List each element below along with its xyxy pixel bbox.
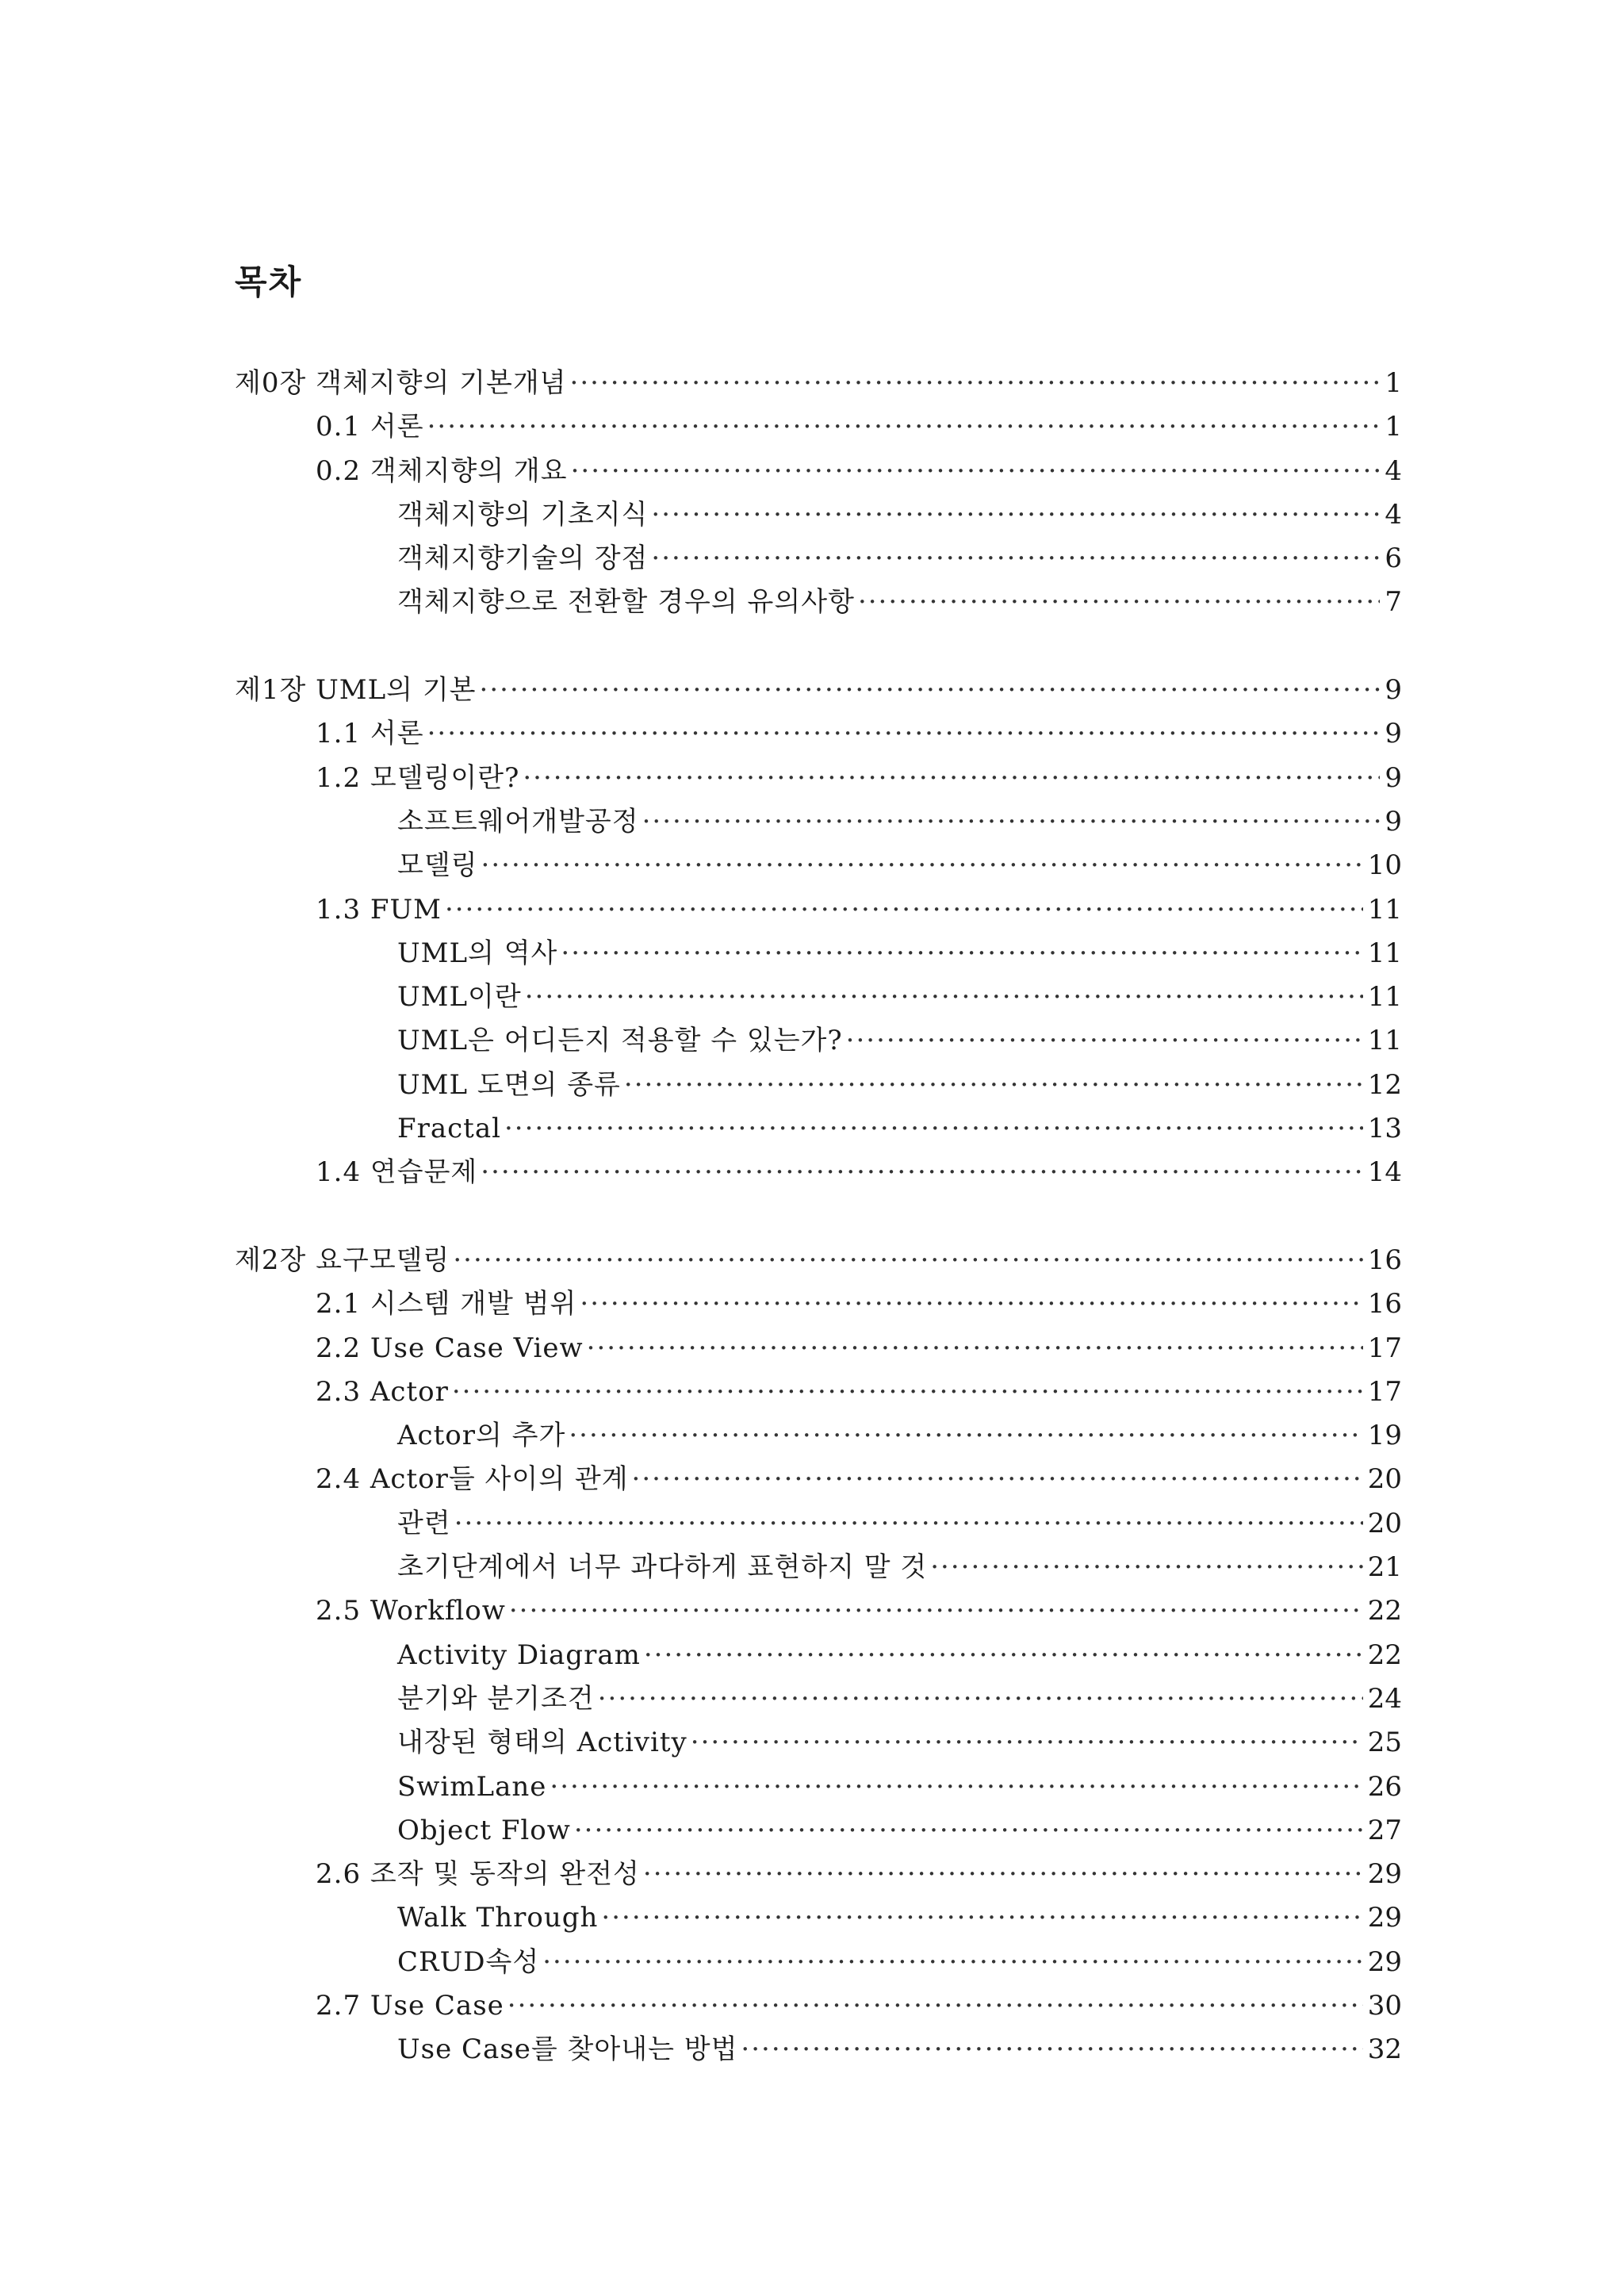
toc-entry-label: Use Case를 찾아내는 방법	[397, 2033, 738, 2066]
toc-entry-level-3[interactable]	[235, 1765, 1402, 1809]
table-of-contents	[235, 362, 1402, 2072]
toc-entry-level-2[interactable]	[235, 1589, 1402, 1633]
toc-entry-page-number: 24	[1367, 1682, 1402, 1715]
toc-entry-level-3[interactable]	[235, 581, 1402, 624]
toc-entry-label: 제2장 요구모델링	[235, 1244, 450, 1276]
toc-entry-level-2[interactable]	[235, 712, 1402, 756]
dot-leader	[624, 1064, 1363, 1107]
toc-entry-page-number: 32	[1367, 2033, 1402, 2066]
toc-entry-page-number: 22	[1367, 1639, 1402, 1671]
toc-entry-page-number: 17	[1367, 1375, 1402, 1408]
toc-entry-page-number: 6	[1385, 542, 1402, 575]
toc-entry-label: UML이란	[397, 981, 522, 1014]
toc-entry-label: 관련	[397, 1507, 451, 1539]
toc-entry-label: UML의 역사	[397, 937, 558, 969]
dot-leader	[480, 669, 1381, 712]
toc-entry-page-number: 11	[1367, 981, 1402, 1014]
toc-entry-level-3[interactable]	[235, 1064, 1402, 1107]
toc-entry-page-number: 1	[1385, 411, 1402, 443]
toc-entry-label: UML 도면의 종류	[397, 1068, 621, 1101]
dot-leader	[691, 1721, 1363, 1765]
toc-entry-page-number: 9	[1385, 674, 1402, 707]
dot-leader	[561, 932, 1362, 976]
toc-entry-label: 초기단계에서 너무 과다하게 표현하지 말 것	[397, 1551, 928, 1584]
toc-entry-level-1[interactable]	[235, 669, 1402, 712]
dot-leader	[651, 537, 1380, 581]
toc-entry-label: Actor의 추가	[397, 1420, 566, 1452]
toc-entry-label: 2.2 Use Case View	[316, 1332, 584, 1364]
toc-entry-level-3[interactable]	[235, 1634, 1402, 1677]
dot-leader	[587, 1327, 1363, 1370]
toc-entry-label: Fractal	[397, 1113, 501, 1145]
toc-entry-page-number: 11	[1367, 1025, 1402, 1057]
dot-leader	[574, 1809, 1363, 1853]
toc-entry-label: 2.3 Actor	[316, 1375, 449, 1408]
toc-entry-level-3[interactable]	[235, 800, 1402, 844]
toc-entry-page-number: 1	[1385, 367, 1402, 399]
toc-entry-page-number: 16	[1367, 1244, 1402, 1276]
dot-leader	[644, 1634, 1363, 1677]
toc-entry-page-number: 9	[1385, 761, 1402, 794]
toc-entry-level-2[interactable]	[235, 1984, 1402, 2028]
toc-entry-label: 1.2 모델링이란?	[316, 761, 520, 794]
toc-entry-label: Walk Through	[397, 1902, 599, 1934]
toc-entry-level-3[interactable]	[235, 1546, 1402, 1589]
toc-entry-level-3[interactable]	[235, 1941, 1402, 1984]
toc-entry-page-number: 4	[1385, 454, 1402, 487]
toc-entry-page-number: 16	[1367, 1288, 1402, 1320]
dot-leader	[453, 1239, 1362, 1282]
toc-entry-level-2[interactable]	[235, 450, 1402, 493]
dot-leader	[930, 1546, 1363, 1589]
toc-entry-page-number: 26	[1367, 1770, 1402, 1803]
dot-leader	[427, 405, 1381, 449]
toc-entry-page-number: 22	[1367, 1595, 1402, 1627]
toc-entry-level-1[interactable]	[235, 1239, 1402, 1282]
toc-entry-level-2[interactable]	[235, 757, 1402, 800]
toc-entry-level-2[interactable]	[235, 1853, 1402, 1896]
toc-entry-page-number: 21	[1367, 1551, 1402, 1584]
toc-entry-level-1[interactable]	[235, 362, 1402, 405]
toc-entry-page-number: 29	[1367, 1945, 1402, 1978]
toc-entry-label: 0.2 객체지향의 개요	[316, 454, 568, 487]
toc-entry-page-number: 17	[1367, 1332, 1402, 1364]
toc-entry-page-number: 9	[1385, 805, 1402, 838]
dot-leader	[601, 1896, 1362, 1940]
toc-entry-label: 객체지향으로 전환할 경우의 유의사항	[397, 586, 855, 619]
dot-leader	[580, 1282, 1362, 1326]
toc-entry-label: UML은 어디든지 적용할 수 있는가?	[397, 1025, 843, 1057]
toc-entry-page-number: 14	[1367, 1156, 1402, 1189]
toc-entry-page-number: 25	[1367, 1727, 1402, 1759]
toc-entry-label: 객체지향기술의 장점	[397, 542, 649, 575]
toc-entry-page-number: 27	[1367, 1814, 1402, 1846]
toc-entry-level-2[interactable]	[235, 1458, 1402, 1501]
dot-leader	[509, 1589, 1363, 1633]
toc-entry-page-number: 11	[1367, 937, 1402, 969]
toc-entry-level-3[interactable]	[235, 2028, 1402, 2072]
dot-leader	[569, 1414, 1362, 1458]
dot-leader	[445, 888, 1363, 932]
toc-entry-level-3[interactable]	[235, 1896, 1402, 1940]
toc-title: 목차	[235, 263, 303, 301]
toc-entry-label: 1.4 연습문제	[316, 1156, 478, 1189]
toc-entry-level-3[interactable]	[235, 493, 1402, 537]
toc-entry-level-3[interactable]	[235, 932, 1402, 976]
toc-entry-label: 2.7 Use Case	[316, 1989, 504, 2022]
dot-leader	[632, 1458, 1363, 1501]
toc-entry-level-3[interactable]	[235, 1502, 1402, 1546]
toc-entry-level-3[interactable]	[235, 844, 1402, 887]
toc-entry-label: 2.6 조작 및 동작의 완전성	[316, 1858, 640, 1891]
toc-entry-level-3[interactable]	[235, 1019, 1402, 1063]
toc-entry-level-3[interactable]	[235, 1721, 1402, 1765]
toc-entry-label: 제1장 UML의 기본	[235, 674, 477, 707]
dot-leader	[481, 1151, 1362, 1194]
dot-leader	[481, 844, 1363, 887]
toc-entry-label: 1.1 서론	[316, 718, 424, 750]
dot-leader	[454, 1502, 1363, 1546]
toc-entry-page-number: 29	[1367, 1902, 1402, 1934]
toc-entry-label: SwimLane	[397, 1770, 547, 1803]
dot-leader	[642, 800, 1381, 844]
dot-leader	[741, 2028, 1362, 2072]
toc-entry-level-2[interactable]	[235, 888, 1402, 932]
toc-entry-level-3[interactable]	[235, 976, 1402, 1019]
toc-entry-label: Activity Diagram	[397, 1639, 641, 1671]
dot-leader	[846, 1019, 1363, 1063]
toc-entry-level-2[interactable]	[235, 1151, 1402, 1194]
toc-entry-level-2[interactable]	[235, 405, 1402, 449]
dot-leader	[523, 757, 1380, 800]
toc-entry-page-number: 20	[1367, 1463, 1402, 1496]
toc-entry-label: CRUD속성	[397, 1945, 540, 1978]
toc-entry-page-number: 7	[1385, 586, 1402, 619]
toc-entry-label: 내장된 형태의 Activity	[397, 1727, 688, 1759]
toc-entry-page-number: 11	[1367, 893, 1402, 926]
toc-entry-label: 소프트웨어개발공정	[397, 805, 639, 838]
toc-entry-level-3[interactable]	[235, 1677, 1402, 1721]
dot-leader	[542, 1941, 1363, 1984]
toc-entry-page-number: 19	[1367, 1420, 1402, 1452]
toc-entry-label: 2.4 Actor들 사이의 관계	[316, 1463, 629, 1496]
toc-entry-page-number: 12	[1367, 1068, 1402, 1101]
dot-leader	[570, 362, 1381, 405]
toc-entry-label: 제0장 객체지향의 기본개념	[235, 367, 567, 399]
dot-leader	[550, 1765, 1362, 1809]
toc-entry-label: 분기와 분기조건	[397, 1682, 595, 1715]
toc-entry-label: 2.1 시스템 개발 범위	[316, 1288, 577, 1320]
toc-entry-level-3[interactable]	[235, 1809, 1402, 1853]
toc-entry-level-3[interactable]	[235, 537, 1402, 581]
toc-entry-page-number: 29	[1367, 1858, 1402, 1891]
toc-entry-page-number: 13	[1367, 1113, 1402, 1145]
dot-leader	[452, 1370, 1363, 1414]
toc-entry-level-3[interactable]	[235, 1414, 1402, 1458]
dot-leader	[651, 493, 1380, 537]
toc-entry-label: 1.3 FUM	[316, 893, 442, 926]
dot-leader	[508, 1984, 1363, 2028]
dot-leader	[504, 1107, 1363, 1151]
toc-entry-page-number: 9	[1385, 718, 1402, 750]
toc-entry-page-number: 10	[1367, 849, 1402, 882]
section-spacer	[235, 1195, 1402, 1239]
toc-entry-page-number: 4	[1385, 498, 1402, 531]
dot-leader	[525, 976, 1363, 1019]
toc-entry-level-2[interactable]	[235, 1370, 1402, 1414]
dot-leader	[427, 712, 1381, 756]
toc-entry-label: 2.5 Workflow	[316, 1595, 506, 1627]
dot-leader	[571, 450, 1381, 493]
toc-entry-level-3[interactable]	[235, 1107, 1402, 1151]
toc-entry-page-number: 30	[1367, 1989, 1402, 2022]
toc-entry-level-2[interactable]	[235, 1327, 1402, 1370]
toc-entry-label: Object Flow	[397, 1814, 571, 1846]
toc-entry-label: 0.1 서론	[316, 411, 424, 443]
dot-leader	[643, 1853, 1363, 1896]
toc-entry-page-number: 20	[1367, 1507, 1402, 1539]
toc-entry-label: 모델링	[397, 849, 478, 882]
toc-entry-label: 객체지향의 기초지식	[397, 498, 649, 531]
dot-leader	[858, 581, 1380, 624]
section-spacer	[235, 625, 1402, 669]
dot-leader	[598, 1677, 1363, 1721]
toc-entry-level-2[interactable]	[235, 1282, 1402, 1326]
